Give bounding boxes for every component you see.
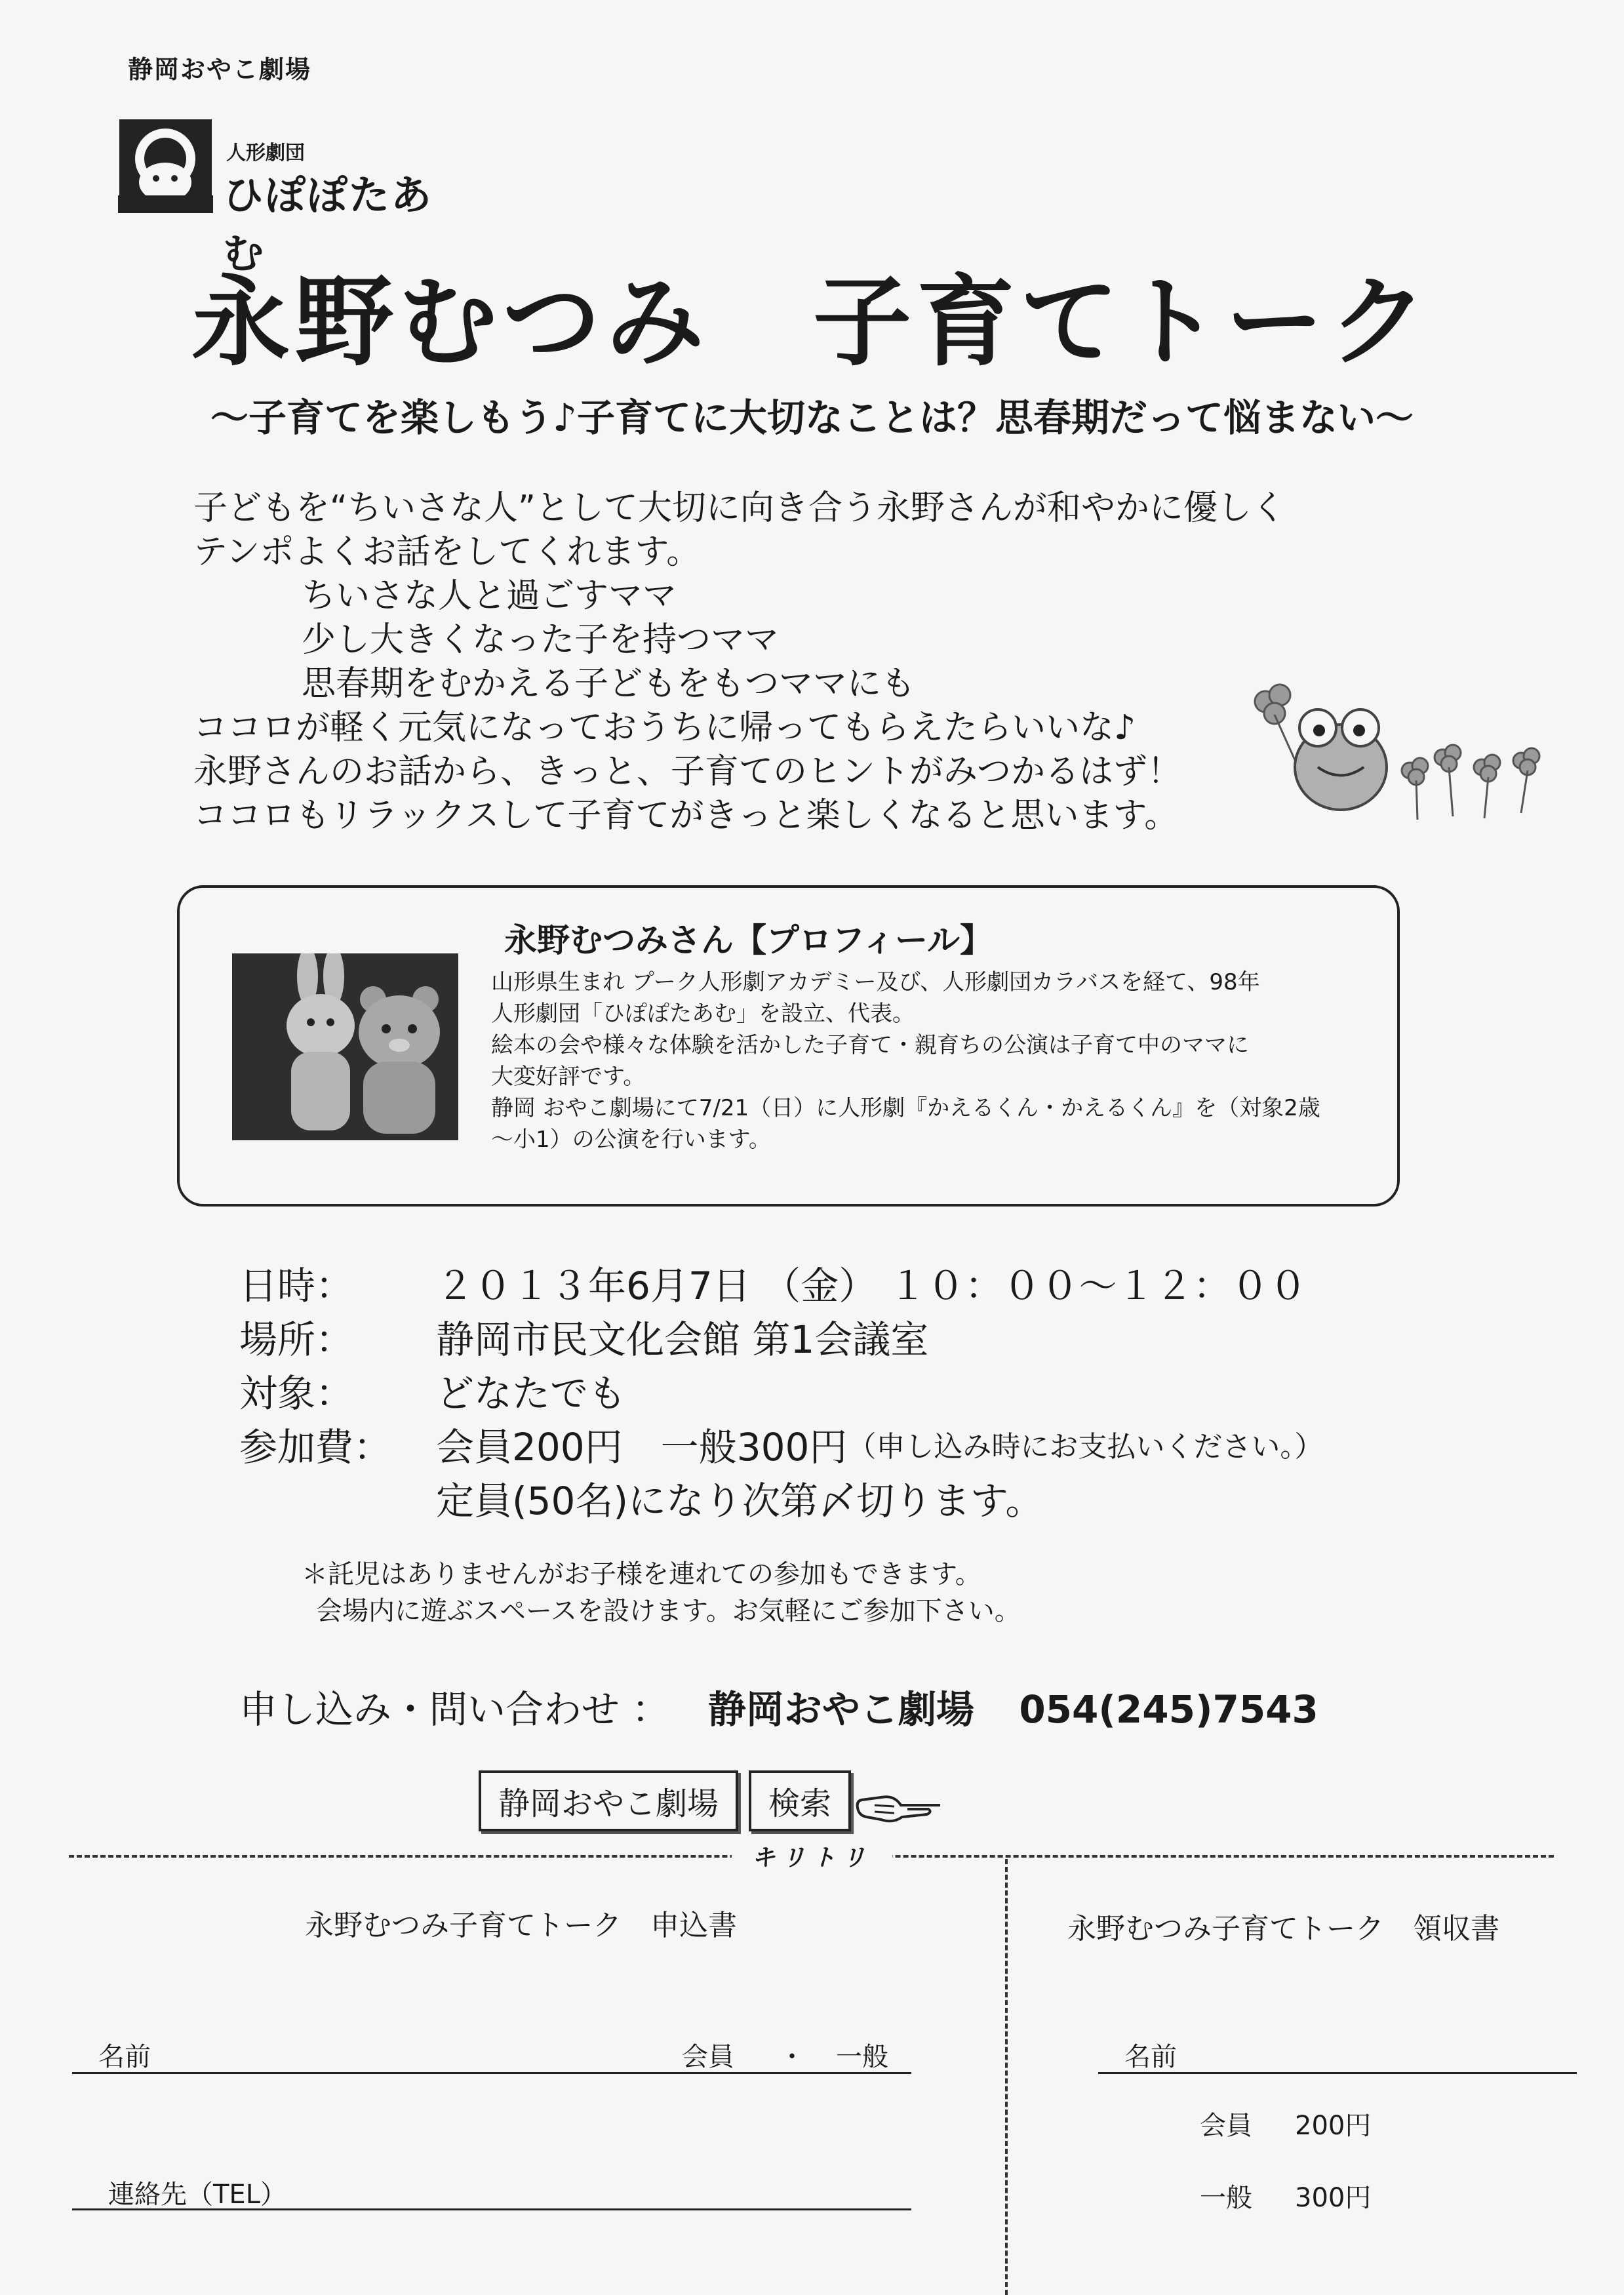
member-option: 会員	[682, 2042, 734, 2072]
fee-label: 参加費：	[239, 1425, 392, 1469]
capacity-note: 定員(50名)になり次第〆切ります。	[436, 1479, 1044, 1523]
organizer-header: 静岡おやこ劇場	[128, 55, 312, 84]
logo-name: ひぽぽたあむ	[223, 171, 433, 277]
fee-note: （申し込み時にお支払いください。）	[847, 1430, 1324, 1464]
profile-line: ～小1）の公演を行います。	[491, 1127, 771, 1153]
frog-clover-illustration	[1246, 675, 1547, 826]
contact-line	[239, 1679, 1318, 1734]
place-value: 静岡市民文化会館 第1会議室	[436, 1317, 929, 1362]
intro-line: テンポよくお話をしてくれます。	[193, 532, 701, 572]
note-line: 会場内に遊ぶスペースを設けます。お気軽にご参加下さい。	[316, 1596, 1021, 1626]
intro-line: 子どもを“ちいさな人”として大切に向き合う永野さんが和やかに優しく	[193, 489, 1286, 528]
receipt-general-price: 300円	[1295, 2183, 1372, 2213]
intro-line: 少し大きくなった子を持つママ	[302, 620, 780, 660]
profile-line: 山形県生まれ プーク人形劇アカデミー及び、人形劇団カラバスを経て、98年	[491, 969, 1260, 995]
search-button: 検索	[749, 1770, 851, 1831]
receipt-name-line	[1098, 2072, 1577, 2074]
profile-line: 絵本の会や様々な体験を活かした子育て・親育ちの公演は子育て中のママに	[491, 1032, 1249, 1058]
target-label: 対象：	[239, 1371, 354, 1416]
note-line: ＊託児はありませんがお子様を連れての参加もできます。	[302, 1559, 981, 1589]
receipt-title: 永野むつみ子育てトーク 領収書	[1067, 1912, 1500, 1946]
event-details	[239, 1259, 1323, 1528]
cut-label: キリトリ	[732, 1845, 892, 1871]
date-value: ２０１３年6月7日 （金） １０：００～１２：００	[436, 1264, 1307, 1308]
intro-line: 永野さんのお話から、きっと、子育てのヒントがみつかるはず！	[193, 752, 1181, 791]
option-separator: ・	[779, 2042, 805, 2072]
vertical-cut-line	[1005, 1859, 1008, 2295]
general-option: 一般	[836, 2042, 888, 2072]
intro-line: ちいさな人と過ごすママ	[302, 576, 677, 616]
application-contact-label: 連絡先（TEL）	[108, 2180, 287, 2210]
childcare-notes	[302, 1556, 1021, 1629]
receipt-general-label: 一般	[1200, 2183, 1252, 2213]
profile-line: 大変好評です。	[491, 1064, 646, 1090]
receipt-name-label: 名前	[1124, 2042, 1177, 2072]
profile-line: 人形劇団「ひぽぽたあむ」を設立、代表。	[491, 1001, 915, 1027]
application-name-label: 名前	[98, 2042, 151, 2072]
pointing-hand-icon	[855, 1786, 943, 1831]
page-title: 永野むつみ 子育てトーク	[191, 266, 1433, 380]
intro-text	[193, 487, 1286, 838]
troupe-logo	[118, 118, 459, 277]
puppet-image-icon	[232, 953, 458, 1140]
receipt-member-label: 会員	[1200, 2111, 1252, 2141]
application-name-line	[72, 2072, 911, 2074]
profile-text	[491, 967, 1363, 1155]
receipt-member-price: 200円	[1295, 2111, 1372, 2141]
page-subtitle: ～子育てを楽しもう♪子育てに大切なことは？思春期だって悩まない～	[210, 395, 1414, 440]
intro-line: ココロが軽く元気になっておうちに帰ってもらえたらいいな♪	[193, 708, 1136, 748]
contact-org: 静岡おやこ劇場	[707, 1687, 974, 1732]
cut-label-wrap	[0, 1839, 1624, 1873]
application-contact-line	[72, 2208, 911, 2210]
intro-line: 思春期をむかえる子どもをもつママにも	[302, 664, 916, 704]
intro-line: ココロもリラックスして子育てがきっと楽しくなると思います。	[193, 796, 1179, 835]
place-label: 場所：	[239, 1317, 354, 1362]
logo-subtitle: 人形劇団	[226, 142, 305, 165]
date-label: 日時：	[239, 1264, 354, 1308]
profile-box	[177, 885, 1400, 1207]
target-value: どなたでも	[436, 1371, 627, 1416]
profile-title: 永野むつみさん【プロフィール】	[504, 921, 993, 959]
fee-value: 会員200円 一般300円	[436, 1425, 848, 1469]
search-query-box: 静岡おやこ劇場	[479, 1770, 738, 1831]
profile-line: 静岡 おやこ劇場にて7/21（日）に人形劇『かえるくん・かえるくん』を（対象2歳	[491, 1095, 1320, 1121]
hippo-logo-icon	[118, 118, 213, 213]
puppet-photo	[232, 953, 458, 1140]
contact-phone: 054(245)7543	[1019, 1687, 1318, 1732]
application-form-title: 永野むつみ子育てトーク 申込書	[305, 1909, 738, 1942]
contact-label: 申し込み・問い合わせ ：	[239, 1687, 670, 1732]
search-prompt	[479, 1770, 943, 1831]
